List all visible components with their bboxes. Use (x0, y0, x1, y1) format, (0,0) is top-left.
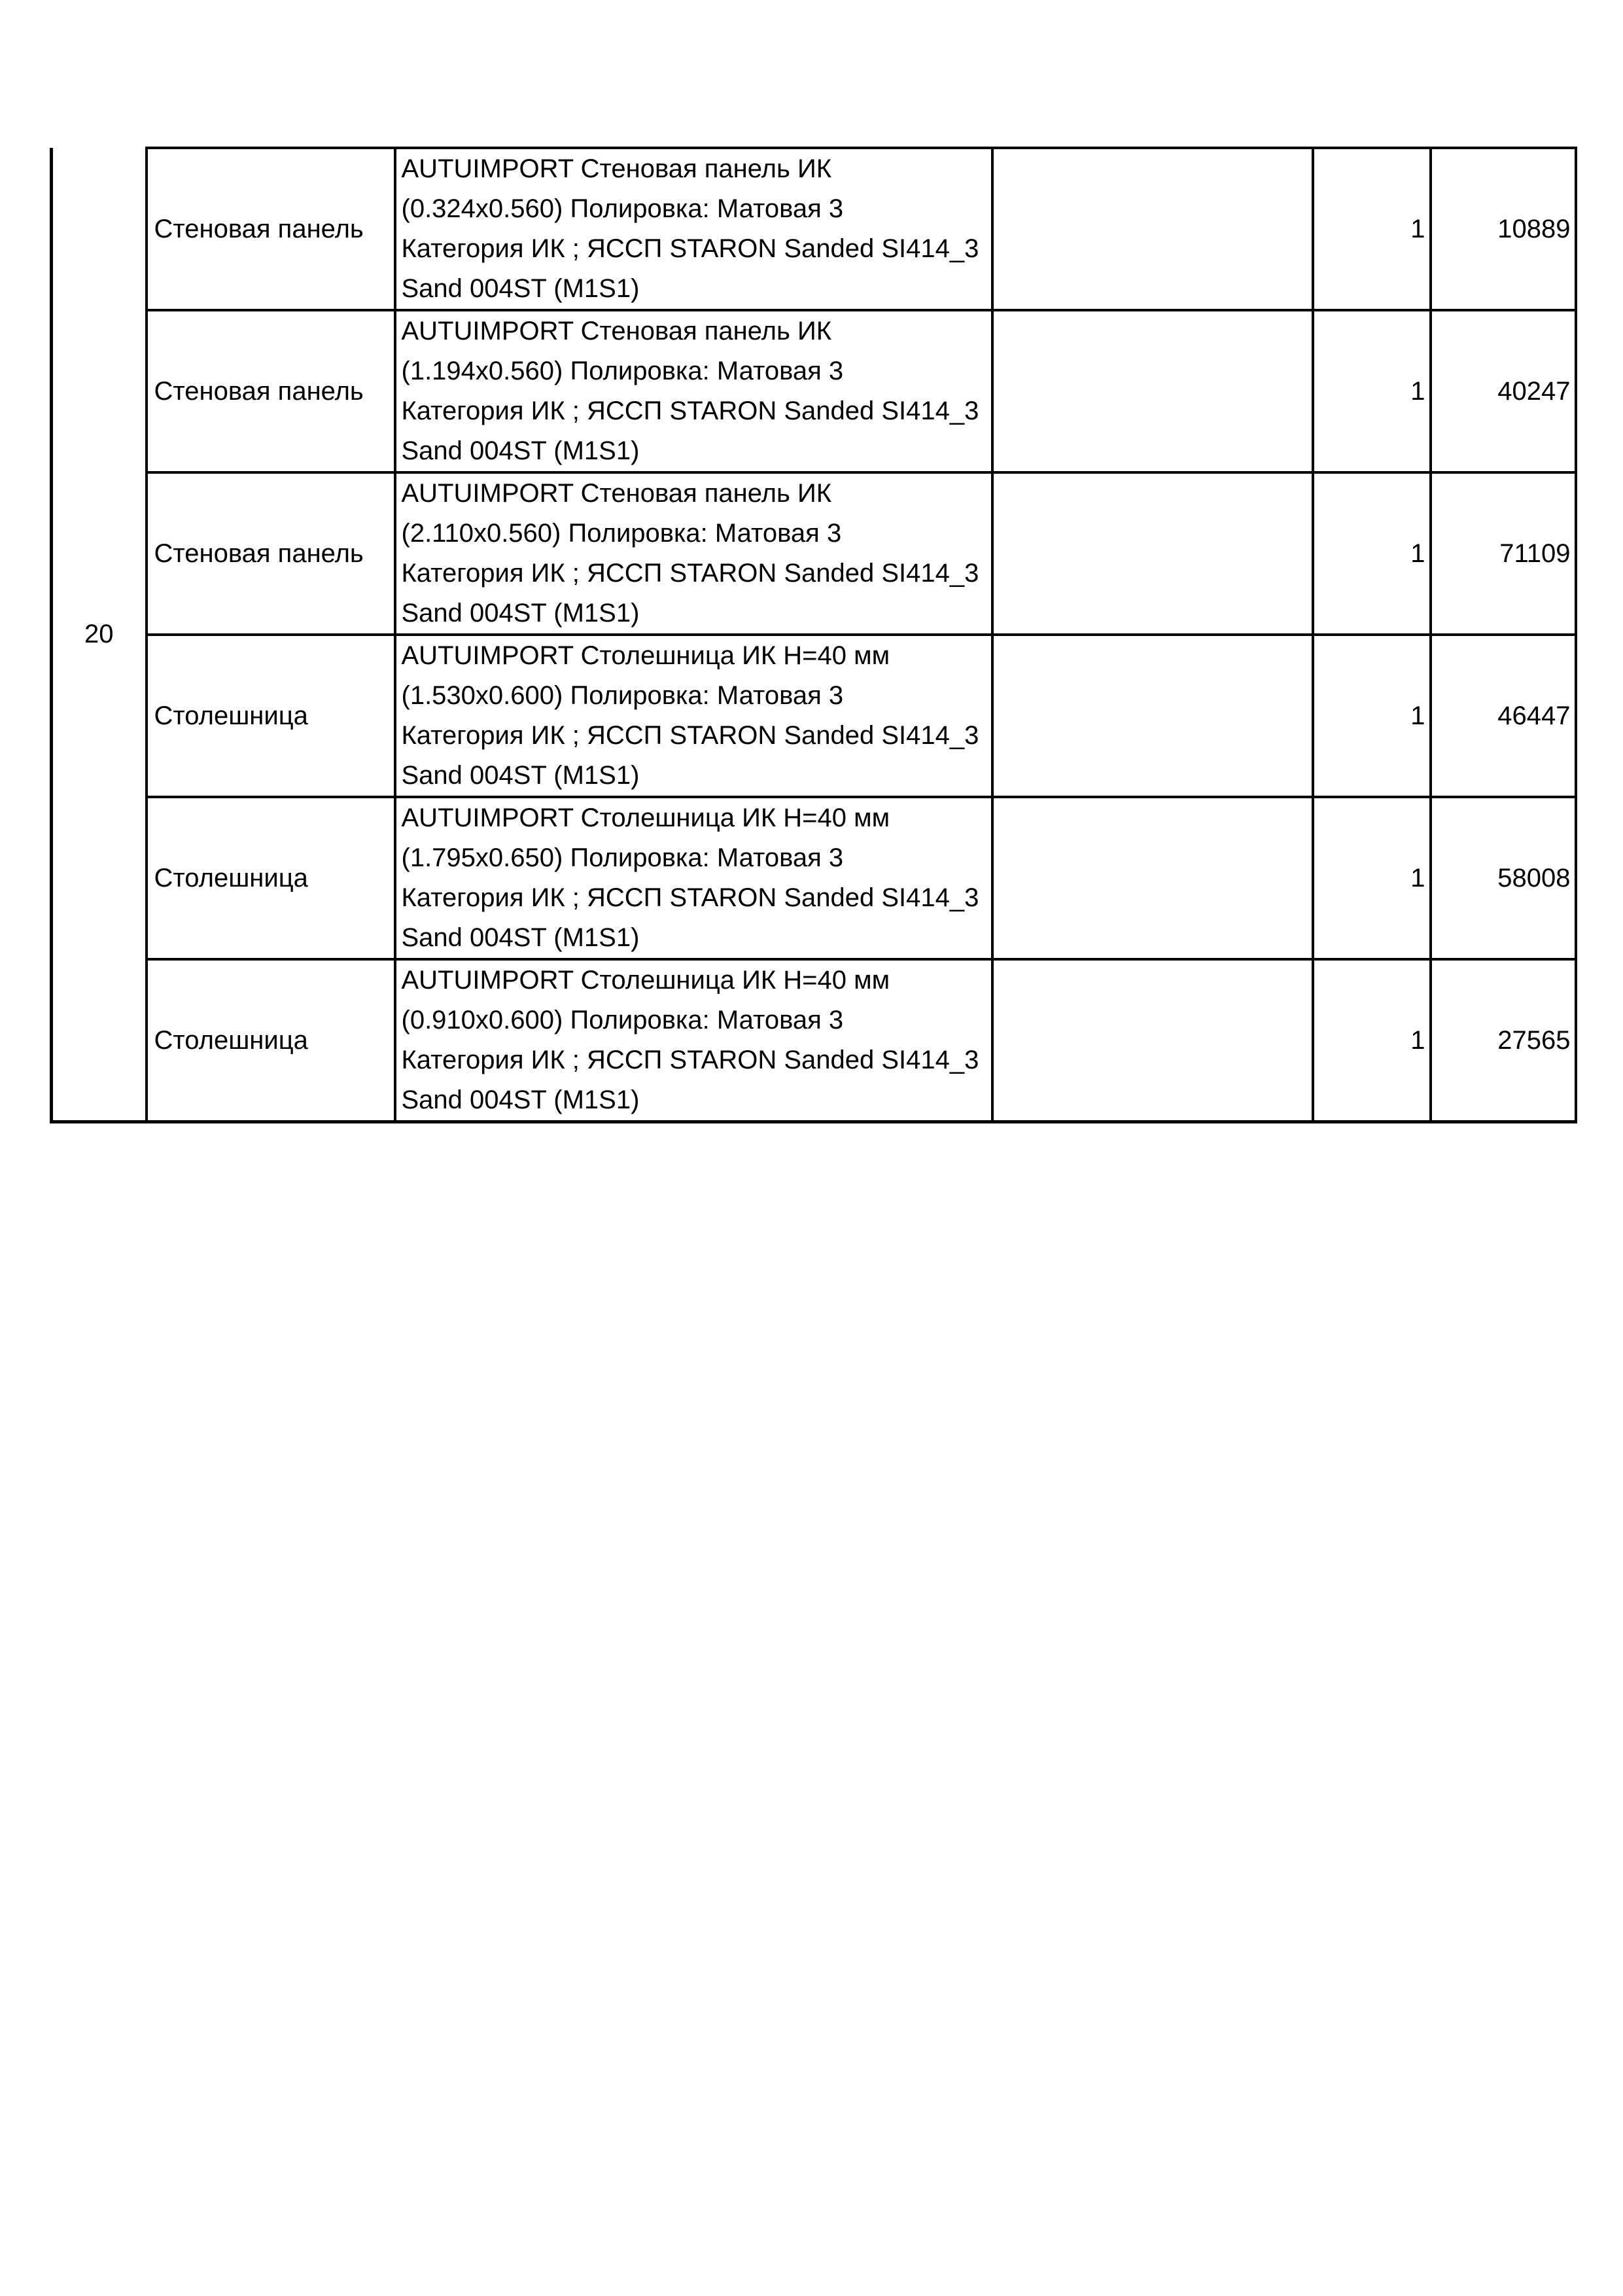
quantity-cell: 1 (1313, 310, 1431, 472)
quantity-cell: 1 (1313, 148, 1431, 310)
table-row (52, 148, 1576, 310)
group-number-cell: 20 (52, 148, 147, 1122)
item-name-cell: Столешница (147, 635, 395, 797)
price-cell: 40247 (1431, 310, 1576, 472)
empty-cell (992, 635, 1313, 797)
item-name-cell: Стеновая панель (147, 310, 395, 472)
empty-cell (992, 310, 1313, 472)
item-description-cell: AUTUIMPORT Столешница ИК H=40 мм (1.795x0.650) Полировка: Матовая 3 Категория ИК ; ЯССП STARON Sanded SI414_3 Sand 004ST (M1S1) (395, 797, 992, 959)
item-description-cell: AUTUIMPORT Стеновая панель ИК (2.110x0.560) Полировка: Матовая 3 Категория ИК ; ЯССП STARON Sanded SI414_3 Sand 004ST (M1S1) (395, 472, 992, 635)
item-description-cell: AUTUIMPORT Стеновая панель ИК (1.194x0.560) Полировка: Матовая 3 Категория ИК ; ЯССП STARON Sanded SI414_3 Sand 004ST (M1S1) (395, 310, 992, 472)
item-name-cell: Столешница (147, 959, 395, 1122)
item-description-cell: AUTUIMPORT Столешница ИК H=40 мм (1.530x0.600) Полировка: Матовая 3 Категория ИК ; ЯССП STARON Sanded SI414_3 Sand 004ST (M1S1) (395, 635, 992, 797)
item-name-cell: Стеновая панель (147, 148, 395, 310)
quantity-cell: 1 (1313, 472, 1431, 635)
empty-cell (992, 797, 1313, 959)
empty-cell (992, 472, 1313, 635)
item-name-cell: Стеновая панель (147, 472, 395, 635)
price-cell: 46447 (1431, 635, 1576, 797)
price-cell: 71109 (1431, 472, 1576, 635)
table-row (52, 635, 1576, 797)
table-row (52, 472, 1576, 635)
empty-cell (992, 148, 1313, 310)
quantity-cell: 1 (1313, 635, 1431, 797)
quantity-cell: 1 (1313, 959, 1431, 1122)
table-row (52, 310, 1576, 472)
quantity-cell: 1 (1313, 797, 1431, 959)
price-cell: 10889 (1431, 148, 1576, 310)
table-row (52, 959, 1576, 1122)
item-description-cell: AUTUIMPORT Стеновая панель ИК (0.324x0.560) Полировка: Матовая 3 Категория ИК ; ЯССП STARON Sanded SI414_3 Sand 004ST (M1S1) (395, 148, 992, 310)
price-cell: 27565 (1431, 959, 1576, 1122)
item-description-cell: AUTUIMPORT Столешница ИК H=40 мм (0.910x0.600) Полировка: Матовая 3 Категория ИК ; ЯССП STARON Sanded SI414_3 Sand 004ST (M1S1) (395, 959, 992, 1122)
empty-cell (992, 959, 1313, 1122)
items-table (50, 147, 1577, 1123)
price-cell: 58008 (1431, 797, 1576, 959)
item-name-cell: Столешница (147, 797, 395, 959)
table-row (52, 797, 1576, 959)
